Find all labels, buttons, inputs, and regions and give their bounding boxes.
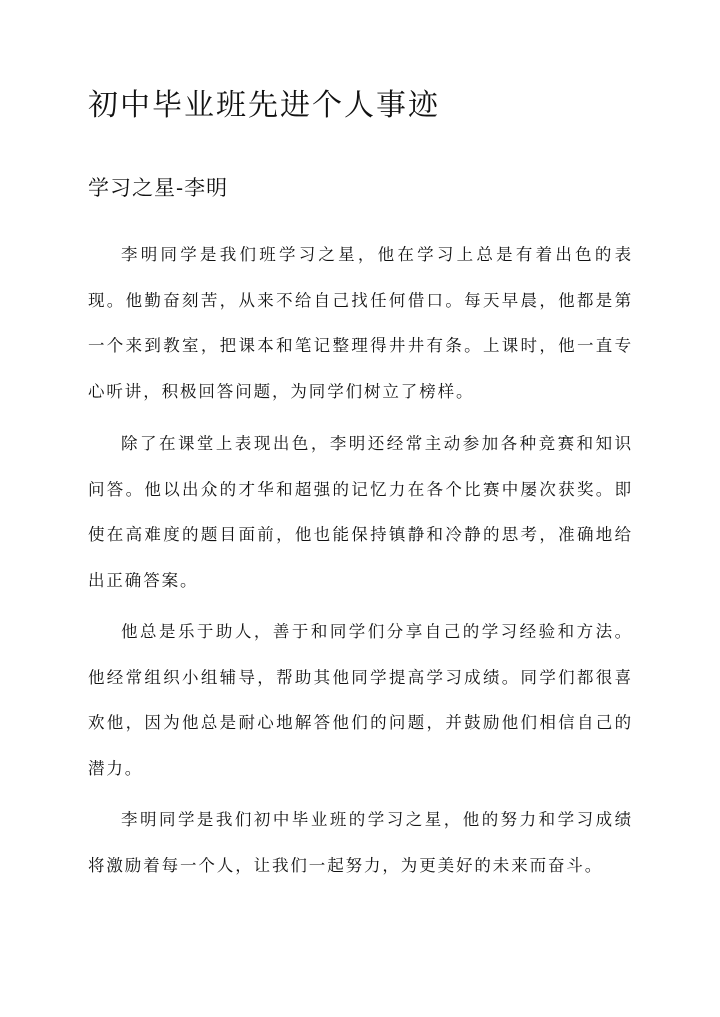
paragraph-helping-others: 他总是乐于助人，善于和同学们分享自己的学习经验和方法。他经常组织小组辅导，帮助其他同学提高学习成绩。同学们都很喜欢他，因为他总是耐心地解答他们的问题，并鼓励他们相信自己的潜力。 — [88, 622, 633, 778]
document-title: 初中毕业班先进个人事迹 — [88, 88, 440, 123]
paragraph-study-performance: 李明同学是我们班学习之星，他在学习上总是有着出色的表现。他勤奋刻苦，从来不给自己找任何借口。每天早晨，他都是第一个来到教室，把课本和笔记整理得井井有条。上课时，他一直专心听讲，积极回答问题，为同学们树立了榜样。 — [88, 245, 633, 401]
paragraph-competitions: 除了在课堂上表现出色，李明还经常主动参加各种竞赛和知识问答。他以出众的才华和超强的记忆力在各个比赛中屡次获奖。即使在高难度的题目面前，他也能保持镇静和冷静的思考，准确地给出正确答案。 — [88, 434, 633, 590]
section-heading: 学习之星-李明 — [88, 176, 229, 200]
paragraph-conclusion: 李明同学是我们初中毕业班的学习之星，他的努力和学习成绩将激励着每一个人，让我们一起努力，为更美好的未来而奋斗。 — [88, 810, 633, 875]
